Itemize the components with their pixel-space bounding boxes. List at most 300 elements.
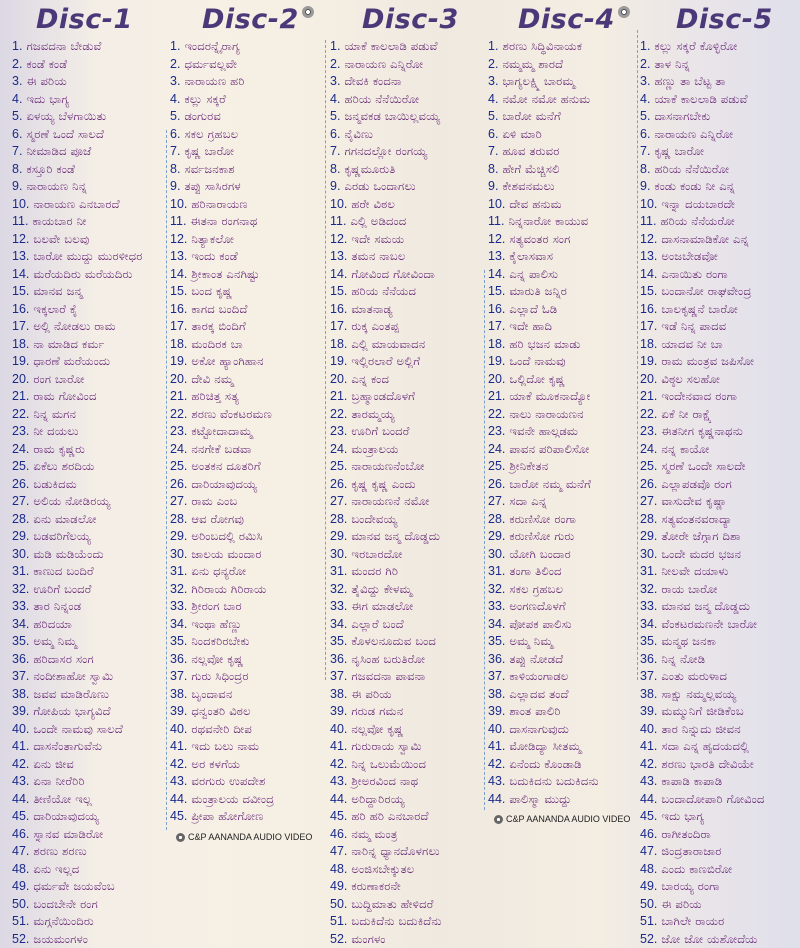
track-item (12, 703, 167, 721)
track-title: ಅಂಜಬೇಡವೋ (661, 249, 718, 263)
track-title: ಜನ್ಮವಕಡ ಬಾಯಿಲ್ಲವಯ್ಯ (344, 109, 440, 123)
track-number: 22. (330, 407, 347, 421)
track-number: 20. (330, 372, 347, 386)
track-number: 43. (488, 774, 505, 788)
track-title: ದಾರಿಯಾವುದಯ್ಯ (191, 477, 257, 491)
track-number: 21. (330, 389, 347, 403)
track-title: ನಿಂದಕರಿರಬೇಕು (191, 634, 249, 648)
track-number: 5. (640, 109, 650, 123)
copyright-credit (176, 832, 312, 842)
track-number: 39. (330, 704, 347, 718)
track-item (330, 196, 485, 214)
track-item (488, 738, 638, 756)
track-title: ಬಲವೇ ಬಲವು (33, 232, 89, 246)
track-number: 11. (330, 214, 346, 228)
track-item (12, 336, 167, 354)
track-item (330, 773, 485, 791)
track-title: ಒಂದೇ ಮದರ ಭಜನ (661, 547, 741, 561)
track-item (170, 353, 325, 371)
column-divider (166, 130, 167, 830)
track-title: ಬಡವರಿಗೆಲಯ್ಯ (33, 529, 91, 543)
track-title: ಎಲ್ಲಾಪಡವೊ ರಂಗ (661, 477, 731, 491)
track-number: 17. (12, 319, 29, 333)
track-item (640, 546, 798, 564)
track-title: ಗೋವಿಂದ ಗೋವಿಂದಾ (351, 267, 435, 281)
cd-disc-icon (302, 6, 314, 18)
track-title: ಗುರುರಾಯ ಸ್ವಾಮಿ (351, 739, 421, 753)
track-item (170, 318, 325, 336)
track-item (170, 773, 325, 791)
track-number: 9. (170, 179, 180, 193)
track-number: 5. (330, 109, 340, 123)
track-item (488, 616, 638, 634)
track-item (12, 476, 167, 494)
track-item (488, 108, 638, 126)
track-item (488, 301, 638, 319)
track-item (12, 371, 167, 389)
track-number: 42. (330, 757, 347, 771)
track-number: 15. (12, 284, 29, 298)
track-item (12, 616, 167, 634)
track-title: ಇನ್ನಾ ದಯಬಾರದೇ (661, 197, 735, 211)
track-number: 23. (488, 424, 505, 438)
track-title: ಬದುಕಿದನು ಬದುಕಿದನು (509, 774, 598, 788)
track-number: 30. (330, 547, 347, 561)
track-title: ದಾಸನೆಂತಾಗುವೆನು (33, 739, 102, 753)
track-item (12, 511, 167, 529)
track-title: ಇರಬಾರದೋ (351, 547, 402, 561)
track-item (12, 598, 167, 616)
track-item (170, 371, 325, 389)
track-title: ನಾರಾಯಣನೆಂಬೋ (351, 459, 424, 473)
track-number: 42. (12, 757, 29, 771)
track-number: 43. (170, 774, 187, 788)
track-title: ವೆಂಕಟರಮಣನೇ ಬಾರೋ (661, 617, 757, 631)
track-item (640, 476, 798, 494)
track-number: 28. (488, 512, 505, 526)
track-title: ಬಾರೋ ನಮ್ಮ ಮನೆಗೆ (509, 477, 591, 491)
track-item (12, 126, 167, 144)
track-title: ಜಯಮಂಗಳಂ (33, 932, 88, 946)
track-list (488, 38, 638, 808)
track-number: 39. (640, 704, 657, 718)
track-number: 33. (640, 599, 657, 613)
track-item (330, 738, 485, 756)
track-number: 13. (488, 249, 505, 263)
track-number: 13. (330, 249, 347, 263)
track-item (12, 231, 167, 249)
track-item (330, 73, 485, 91)
track-number: 46. (330, 827, 347, 841)
track-item (330, 388, 485, 406)
track-title: ಬುದ್ದಿಮಾತು ಹೇಳಿದರೆ (351, 897, 433, 911)
track-title: ಪೋಪಕ ಪಾಲಿಸು (509, 617, 571, 631)
track-title: ತಾರಮ್ಮಯ್ಯ (351, 407, 394, 421)
track-number: 43. (640, 774, 657, 788)
track-number: 18. (170, 337, 187, 351)
track-title: ಇದೇ ಸಮಯ (351, 232, 404, 246)
track-title: ಬಂದ ಕೃಷ್ಣ (191, 284, 232, 298)
track-number: 18. (488, 337, 505, 351)
track-title: ತೀಣಿಯೋ ಇಲ್ಲ (33, 792, 92, 806)
track-number: 27. (488, 494, 505, 508)
track-title: ಶಾಂತ ಪಾಲಿರಿ (509, 704, 560, 718)
track-item (170, 91, 325, 109)
track-title: ಹರಿದಾಸರ ಸಂಗ (33, 652, 93, 666)
track-number: 48. (12, 862, 29, 876)
track-item (640, 528, 798, 546)
track-item (640, 896, 798, 914)
track-title: ಶ್ರೀಕಾಂತ ಎನಗಿಷ್ಟು (191, 267, 259, 281)
track-list (170, 38, 325, 826)
track-title: ಕೈಲಾಸವಾಸ (509, 249, 553, 263)
track-number: 23. (170, 424, 187, 438)
track-item (640, 878, 798, 896)
track-number: 30. (12, 547, 29, 561)
track-title: ಅರ ಕಳಗೆಯ (191, 757, 240, 771)
track-item (330, 703, 485, 721)
track-number: 29. (170, 529, 187, 543)
track-title: ಮೋಡಿದ್ಯಾ ಸೀತಮ್ಮ (509, 739, 581, 753)
track-number: 26. (640, 477, 657, 491)
track-number: 11. (640, 214, 656, 228)
track-number: 2. (488, 57, 498, 71)
track-title: ಗಿರಿರಾಯ ಗಿರಿರಾಯ (191, 582, 266, 596)
track-number: 20. (170, 372, 187, 386)
track-title: ನಾರಿನ್ನ ಧ್ಯಾನದೊಳಗಲು (351, 844, 439, 858)
track-item (12, 773, 167, 791)
track-title: ದೇವಕಿ ಕಂದನಾ (344, 74, 401, 88)
disc-3-column (330, 0, 485, 948)
track-number: 27. (170, 494, 187, 508)
track-item (488, 196, 638, 214)
track-title: ಏನು ಜೀವ (33, 757, 74, 771)
track-number: 4. (170, 92, 180, 106)
track-title: ಜವವ ಮಾಡಿರೊಣು (33, 687, 109, 701)
track-title: ತಮನ ನಾಬಲ (351, 249, 405, 263)
track-item (170, 143, 325, 161)
track-number: 6. (640, 127, 650, 141)
track-number: 19. (330, 354, 347, 368)
track-item (640, 126, 798, 144)
track-number: 14. (330, 267, 347, 281)
track-title: ಅಮ್ಮ ನಿಮ್ಮ (33, 634, 77, 648)
track-number: 18. (640, 337, 657, 351)
track-number: 4. (640, 92, 650, 106)
track-title: ತೈವಿದ್ದು ಕೇಳಮ್ಮ (351, 582, 412, 596)
track-item (12, 213, 167, 231)
track-number: 24. (488, 442, 505, 456)
track-title: ರಾಮ ಗೋವಿಂದ (33, 389, 96, 403)
track-title: ಕಂಡೆ ಕಂಡೆ (26, 57, 67, 71)
track-number: 47. (640, 844, 657, 858)
track-title: ತಾರ ನಿನ್ನುದು ಜೀವನ (661, 722, 740, 736)
track-number: 40. (640, 722, 657, 736)
track-number: 22. (12, 407, 29, 421)
track-title: ರಾಮ ಮಂತ್ರವ ಜಪಿಸೋ (661, 354, 754, 368)
track-number: 44. (488, 792, 505, 806)
track-title: ನಾರಾಯಣ ಎನ್ನಿರೋ (654, 127, 733, 141)
track-title: ಕಾಣುದ ಬಂದಿರೆ (33, 564, 93, 578)
track-title: ಬದುಕಿದೆನು ಬದುಕಿದೆನು (351, 914, 441, 928)
track-number: 45. (170, 809, 187, 823)
track-item (12, 581, 167, 599)
track-item (12, 283, 167, 301)
track-title: ಯಾಕೆ ಕಾಲಲಾಡಿ ಪಡುವೆ (654, 92, 747, 106)
track-item (12, 808, 167, 826)
track-number: 39. (488, 704, 505, 718)
track-title: ಪಾವನ ಪರಿಪಾಲಿಸೋ (509, 442, 589, 456)
track-title: ಮಂತ್ರಾಲಯ (351, 442, 398, 456)
track-item (640, 353, 798, 371)
track-number: 40. (170, 722, 187, 736)
track-title: ಈ ಪರಿಯ (351, 687, 391, 701)
track-item (640, 668, 798, 686)
track-title: ಎಲ್ಲಿ ಅಡಿದಂದ (350, 214, 406, 228)
track-title: ಸ್ಮರಣೆ ಒಂದೆ ಸಾಲದೆ (26, 127, 104, 141)
track-item (330, 843, 485, 861)
track-number: 8. (330, 162, 340, 176)
track-number: 8. (640, 162, 650, 176)
track-number: 18. (12, 337, 29, 351)
track-number: 34. (330, 617, 347, 631)
track-title: ರಾಗೀತಂದಿರಾ (661, 827, 711, 841)
track-number: 28. (640, 512, 657, 526)
track-item (12, 493, 167, 511)
track-title: ರಾಮ ಕೃಷ್ಣರು (33, 442, 85, 456)
track-title: ಕಾಪಾಡಿ ಕಾಪಾಡಿ (661, 774, 722, 788)
track-title: ಮಂದರ ಗಿರಿ (351, 564, 398, 578)
track-item (330, 878, 485, 896)
track-item (170, 686, 325, 704)
track-number: 23. (12, 424, 29, 438)
track-number: 8. (170, 162, 180, 176)
track-title: ಯಾದವ ನೀ ಬಾ (661, 337, 723, 351)
track-title: ದೇವಿ ನಮ್ಮ (191, 372, 233, 386)
track-item (330, 896, 485, 914)
track-number: 13. (640, 249, 657, 263)
track-title: ಈ ಪರಿಯ (26, 74, 66, 88)
track-number: 13. (12, 249, 29, 263)
track-title: ಏನು ಇಲ್ಲದ (33, 862, 79, 876)
track-title: ಈತನೀಗ ಕೃಷ್ಣನಾಥನು (661, 424, 743, 438)
track-number: 47. (12, 844, 29, 858)
track-title: ಏನು ಧನ್ಯರೋ (191, 564, 246, 578)
track-number: 48. (330, 862, 347, 876)
track-number: 35. (170, 634, 187, 648)
track-item (640, 931, 798, 948)
track-number: 41. (330, 739, 347, 753)
disc-2-header (170, 0, 325, 40)
track-number: 32. (170, 582, 187, 596)
track-item (170, 651, 325, 669)
track-item (640, 196, 798, 214)
track-item (12, 73, 167, 91)
column-divider (484, 270, 485, 810)
track-title: ತಾರ ನಿನ್ನಂಡ (33, 599, 81, 613)
track-number: 46. (12, 827, 29, 841)
track-item (12, 353, 167, 371)
track-item (170, 38, 325, 56)
track-number: 8. (488, 162, 498, 176)
track-item (488, 353, 638, 371)
track-number: 7. (12, 144, 22, 158)
track-title: ತಾರಕ್ಕ ಬಿಂದಿಗೆ (191, 319, 246, 333)
track-title: ನೀಮಾಡಿದ ಪೂಜೆ (26, 144, 91, 158)
track-title: ಈತನಾ ರಂಗನಾಥ (190, 214, 257, 228)
track-title: ಬಾರೋ ಮನೆಗೆ (502, 109, 560, 123)
track-number: 44. (640, 792, 657, 806)
track-number: 45. (330, 809, 347, 823)
track-number: 23. (640, 424, 657, 438)
track-title: ಜಾಲಯ ಮಂದಾರ (191, 547, 261, 561)
track-title: ಅಂತಕನ ದೂತರಿಗೆ (191, 459, 260, 473)
track-item (170, 301, 325, 319)
track-title: ಹರಿಯ ನೆನೆಯರೋ (660, 214, 734, 228)
track-item (330, 563, 485, 581)
track-number: 3. (488, 74, 498, 88)
track-item (488, 56, 638, 74)
track-item (640, 843, 798, 861)
track-item (330, 528, 485, 546)
track-number: 31. (488, 564, 505, 578)
track-number: 3. (12, 74, 22, 88)
track-title: ಗರುಡ ಗಮನ (351, 704, 403, 718)
track-list (12, 38, 167, 948)
track-title: ತಪ್ಪು ಸಾಸಿರಗಳ (184, 179, 240, 193)
track-number: 5. (170, 109, 180, 123)
track-item (170, 581, 325, 599)
track-number: 40. (330, 722, 347, 736)
track-number: 38. (330, 687, 347, 701)
track-title: ಕರುಣಿಸೋ ಗುರು (509, 529, 574, 543)
track-item (640, 861, 798, 879)
track-item (640, 38, 798, 56)
track-item (170, 528, 325, 546)
track-number: 32. (488, 582, 505, 596)
disc-4-column (488, 0, 638, 808)
track-item (488, 73, 638, 91)
track-title: ನಾರಾಯಣ ನಿನ್ನ (26, 179, 86, 193)
track-item (488, 703, 638, 721)
track-number: 17. (330, 319, 347, 333)
track-number: 25. (640, 459, 657, 473)
track-item (170, 231, 325, 249)
track-number: 43. (12, 774, 29, 788)
track-item (640, 808, 798, 826)
track-item (12, 108, 167, 126)
track-item (12, 528, 167, 546)
track-title: ಬಾರೋ ಮುದ್ದು ಮುರಳೀಧರ (33, 249, 142, 263)
track-title: ಗೋಪಿಯ ಭಾಗ್ಯವಿದೆ (33, 704, 110, 718)
track-number: 33. (488, 599, 505, 613)
track-title: ಏನಾ ನೀರೆರಿರಿ (33, 774, 84, 788)
track-number: 21. (640, 389, 657, 403)
track-number: 16. (488, 302, 505, 316)
track-item (170, 126, 325, 144)
track-item (488, 213, 638, 231)
track-number: 25. (12, 459, 29, 473)
track-item (12, 546, 167, 564)
track-number: 31. (330, 564, 347, 578)
track-number: 47. (330, 844, 347, 858)
track-title: ಬಡುಕಿದಮ (33, 477, 77, 491)
track-number: 10. (640, 197, 657, 211)
track-title: ಸಕಲ ಗ್ರಹಬಲ (509, 582, 563, 596)
track-title: ಸದಾ ಎನ್ನ (509, 494, 547, 508)
track-number: 14. (170, 267, 187, 281)
track-title: ಸಾಕ್ಷು ನಮ್ಮಲ್ಲವಯ್ಯ (661, 687, 736, 701)
track-item (170, 283, 325, 301)
track-number: 17. (640, 319, 657, 333)
track-item (640, 511, 798, 529)
track-item (488, 791, 638, 809)
track-item (12, 318, 167, 336)
track-number: 19. (640, 354, 657, 368)
track-item (12, 56, 167, 74)
track-title: ರಾಯ ಬಾರೋ (661, 582, 717, 596)
track-number: 15. (330, 284, 347, 298)
track-item (640, 458, 798, 476)
track-number: 27. (330, 494, 347, 508)
track-title: ಅಲ್ಲಿ ನೋಡಲು ರಾಮ (33, 319, 115, 333)
track-number: 45. (640, 809, 657, 823)
track-item (170, 476, 325, 494)
track-item (488, 388, 638, 406)
track-number: 4. (330, 92, 340, 106)
track-number: 36. (330, 652, 347, 666)
disc-2-column (170, 0, 325, 826)
track-title: ಎಲ್ಲಾದವ ತಂದೆ (509, 687, 568, 701)
track-item (12, 406, 167, 424)
track-number: 25. (488, 459, 505, 473)
track-number: 22. (488, 407, 505, 421)
track-title: ಅಂಗಣದೊಳಗೆ (509, 599, 565, 613)
track-number: 6. (330, 127, 340, 141)
track-number: 36. (170, 652, 187, 666)
track-title: ಏಕೆ ನೀ ರಾಕ್ಷ್ಕೆ (661, 407, 712, 421)
track-title: ಕಾಳಿಯಂಗಾಡಲ (509, 669, 568, 683)
track-item (640, 686, 798, 704)
track-title: ಮಂತ್ರಾಲಯ ದವೀಂದ್ರ (191, 792, 274, 806)
track-item (330, 458, 485, 476)
track-title: ನಾಲು ನಾರಾಯಣನ (509, 407, 583, 421)
track-title: ಧನ್ವಂತರಿ ವಿಠಲ (191, 704, 250, 718)
track-number: 31. (640, 564, 657, 578)
track-item (330, 598, 485, 616)
track-title: ನೀಲವೇ ದಯಾಳು (661, 564, 728, 578)
track-number: 11. (170, 214, 186, 228)
track-item (488, 231, 638, 249)
track-item (330, 38, 485, 56)
track-title: ಹರಿಯ ನೆನೆಯಿರೋ (344, 92, 419, 106)
track-item (12, 248, 167, 266)
track-title: ಮಮ್ಮುನಿಗೆ ಜೀಡಿಕೆಂಬ (661, 704, 743, 718)
track-item (170, 56, 325, 74)
track-title: ಸತ್ಯವಂತನವರಾದ್ಯಾ (661, 512, 732, 526)
track-title: ತಪ್ಪು ನೋಡದೆ (509, 652, 563, 666)
track-item (12, 143, 167, 161)
track-title: ವಾಸುದೇವ ಕೃಷ್ಣಾ (661, 494, 727, 508)
track-item (12, 861, 167, 879)
track-title: ಇದು ಬಲು ನಾಮ (191, 739, 259, 753)
track-title: ಜೋ ಜೋ ಯಶೋದೆಯ (661, 932, 757, 946)
track-number: 2. (640, 57, 650, 71)
track-title: ಮನ್ಮಥ ಜನಕಾ (661, 634, 716, 648)
track-number: 19. (170, 354, 187, 368)
track-number: 34. (640, 617, 657, 631)
track-item (330, 353, 485, 371)
